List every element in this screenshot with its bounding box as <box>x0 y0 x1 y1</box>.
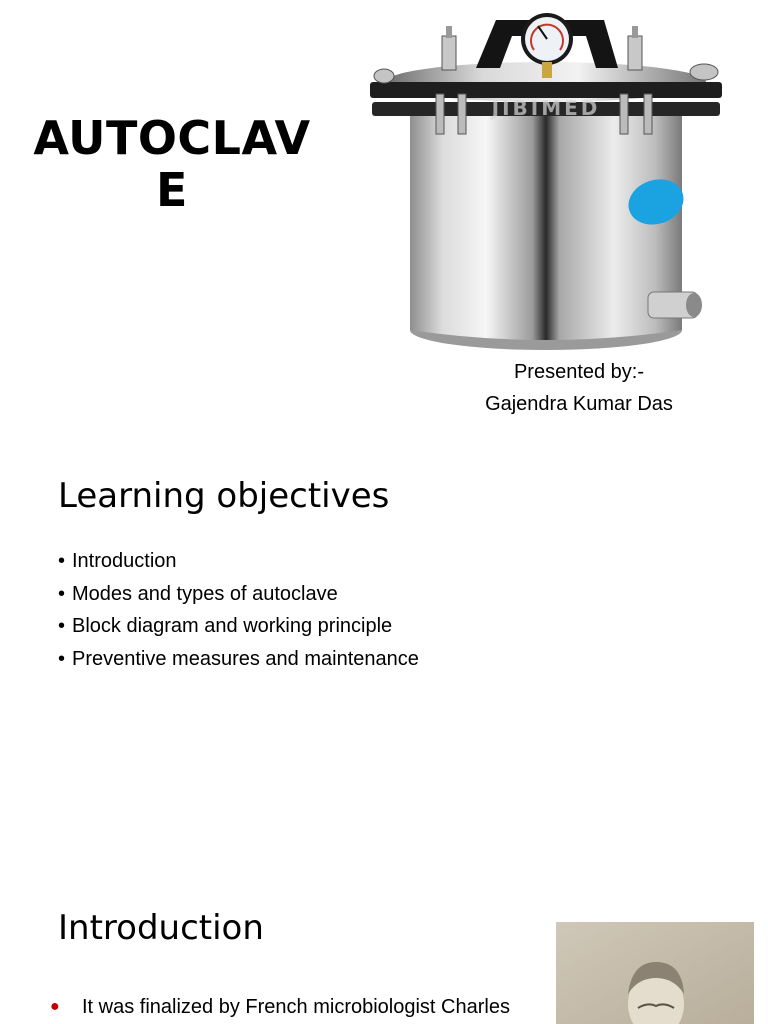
title-slide <box>0 0 768 440</box>
bullet-icon: ● <box>50 998 60 1015</box>
list-item: • Introduction <box>58 550 177 572</box>
slide-heading: Learning objectives <box>58 476 390 516</box>
autoclave-image <box>364 12 734 360</box>
list-item: ● It was finalized by French microbiologist Charles <box>50 992 510 1022</box>
intro-list <box>50 992 510 1022</box>
watermark-text: JIBIMED <box>491 96 601 120</box>
list-item: • Preventive measures and maintenance <box>58 647 419 670</box>
slide-heading: Introduction <box>58 908 264 948</box>
list-item: • Modes and types of autoclave <box>58 582 338 605</box>
presenter-name: Gajendra Kumar Das <box>485 393 673 415</box>
objectives-list <box>58 545 419 675</box>
scientist-portrait-image <box>556 922 754 1024</box>
presented-by-label: Presented by:- <box>513 361 645 383</box>
slide-title: AUTOCLAVE <box>33 111 311 217</box>
learning-objectives-slide <box>0 440 768 872</box>
introduction-slide <box>0 872 768 1024</box>
list-item: • Block diagram and working principle <box>58 615 393 637</box>
presenter-block <box>440 356 718 420</box>
